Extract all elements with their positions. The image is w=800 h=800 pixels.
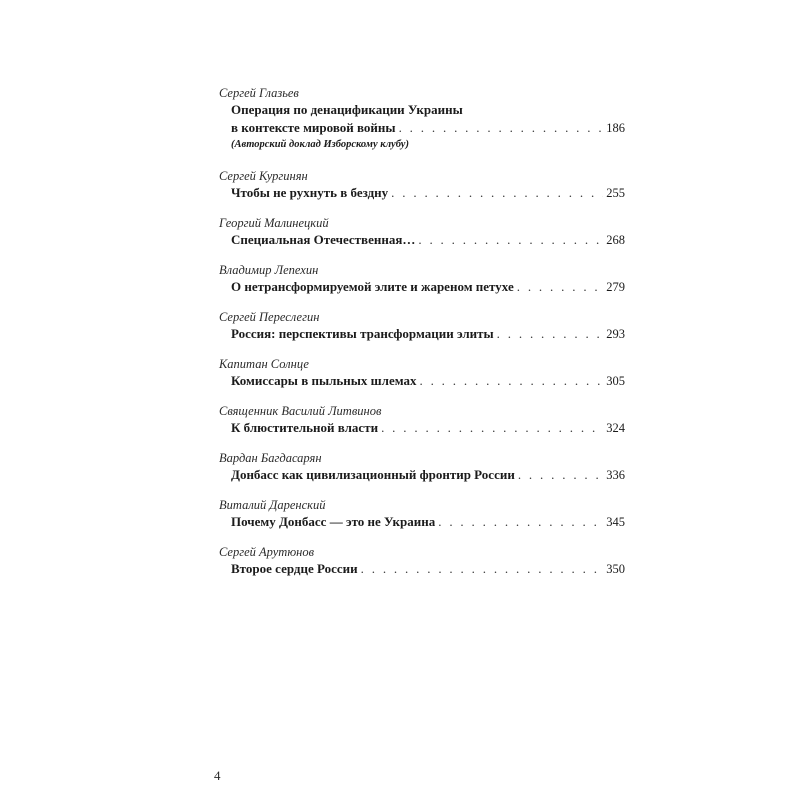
dot-leader: [391, 185, 603, 201]
entry-title: Почему Донбасс — это не Украина: [231, 514, 436, 529]
toc-entry: [219, 356, 625, 391]
toc-entry: [219, 497, 625, 532]
toc-entry: [219, 168, 625, 203]
entry-title-row: [231, 279, 625, 297]
dot-leader: [517, 279, 604, 295]
entry-author: Священник Василий Литвинов: [219, 404, 382, 418]
entry-author: Владимир Лепехин: [219, 263, 319, 277]
entry-author: Сергей Арутюнов: [219, 545, 315, 559]
dot-leader: [399, 120, 604, 136]
entry-title: Комиссары в пыльных шлемах: [231, 373, 417, 388]
entry-title-row: [231, 467, 625, 485]
entry-title-block: [219, 185, 625, 203]
dot-leader: [518, 467, 603, 483]
toc-entry: [219, 85, 625, 152]
toc-entry: [219, 262, 625, 297]
entry-page-number: 255: [606, 186, 625, 200]
entry-author: Сергей Переслегин: [219, 310, 320, 324]
entry-title: Специальная Отечественная…: [231, 232, 416, 247]
toc-entry: [219, 309, 625, 344]
entry-title-row: [231, 185, 625, 203]
entry-title-block: [219, 102, 625, 152]
toc-entry: [219, 215, 625, 250]
entry-title-block: [219, 561, 625, 579]
toc-entry: [219, 450, 625, 485]
toc-entry: [219, 544, 625, 579]
entry-author: Сергей Кургинян: [219, 169, 308, 183]
entry-title-row: [231, 561, 625, 579]
entry-author: Виталий Даренский: [219, 498, 326, 512]
entry-note: (Авторский доклад Изборскому клубу): [231, 139, 409, 150]
entry-title-block: [219, 420, 625, 438]
entry-page-number: 293: [606, 327, 625, 341]
entry-title-block: [219, 514, 625, 532]
entry-page-number: 279: [606, 280, 625, 294]
entry-page-number: 186: [606, 121, 625, 135]
entry-title: Второе сердце России: [231, 561, 358, 576]
entry-page-number: 305: [606, 374, 625, 388]
entry-title-row: [231, 232, 625, 250]
entry-page-number: 324: [606, 421, 625, 435]
entry-author: Вардан Багдасарян: [219, 451, 322, 465]
dot-leader: [418, 232, 603, 248]
dot-leader: [497, 326, 604, 342]
entry-page-number: 345: [606, 515, 625, 529]
dot-leader: [438, 514, 603, 530]
entry-title-block: [219, 279, 625, 297]
entry-page-number: 268: [606, 233, 625, 247]
entry-title: Чтобы не рухнуть в бездну: [231, 185, 389, 200]
entry-author: Капитан Солнце: [219, 357, 309, 371]
entry-title: Россия: перспективы трансформации элиты: [231, 326, 494, 341]
entry-title-row: [231, 373, 625, 391]
entry-title-row: [231, 420, 625, 438]
entry-title: О нетрансформируемой элите и жареном петухе: [231, 279, 514, 294]
entry-title-first-line: Операция по денацификации Украины: [231, 102, 463, 117]
entry-author: Сергей Глазьев: [219, 86, 299, 100]
page-number: 4: [214, 768, 221, 783]
entry-title-block: [219, 467, 625, 485]
entry-page-number: 336: [606, 468, 625, 482]
entry-title: К блюстительной власти: [231, 420, 379, 435]
entry-title-row: [231, 120, 625, 138]
entry-title: в контексте мировой войны: [231, 120, 396, 135]
entry-title-block: [219, 232, 625, 250]
toc-entry: [219, 403, 625, 438]
entry-title-block: [219, 326, 625, 344]
entry-author: Георгий Малинецкий: [219, 216, 329, 230]
entry-page-number: 350: [606, 562, 625, 576]
dot-leader: [361, 561, 604, 577]
entry-title-block: [219, 373, 625, 391]
entry-title: Донбасс как цивилизационный фронтир России: [231, 467, 515, 482]
entry-title-row: [231, 326, 625, 344]
dot-leader: [381, 420, 603, 436]
dot-leader: [419, 373, 603, 389]
table-of-contents: [219, 85, 625, 579]
entry-title-row: [231, 514, 625, 532]
